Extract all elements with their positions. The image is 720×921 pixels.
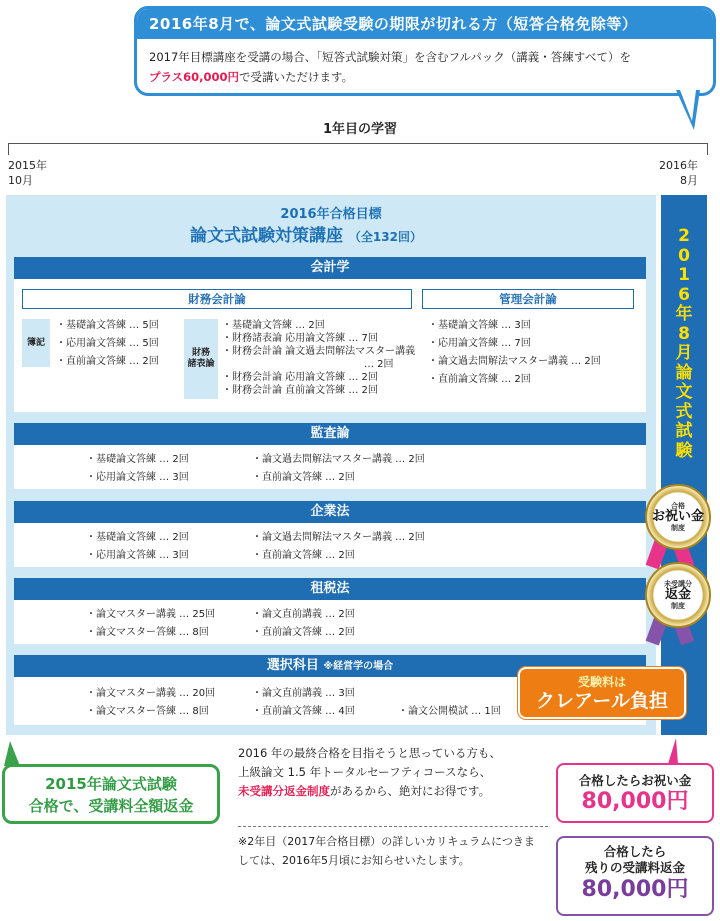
celebration-money-label: 合格したらお祝い金 xyxy=(578,773,692,788)
promo-line2: 上級論文 1.5 年トータルセーフティコースなら、 xyxy=(238,765,492,779)
list-item: ・基礎論文答練 … 5回 xyxy=(56,320,159,331)
management-accounting-title: 管理会計論 xyxy=(422,289,634,309)
celebration-money-box xyxy=(556,763,714,823)
list-item: ・直前論文答練 … 2回 xyxy=(56,356,159,367)
side-char: 月 xyxy=(675,343,693,363)
timeline-end-date xyxy=(650,158,698,188)
list-item: ・論文直前講義 … 3回 xyxy=(252,688,355,699)
list-item: ・財務会計論 論文過去問解法マスター講義 xyxy=(222,346,416,357)
timeline-start-month: 10月 xyxy=(8,174,33,187)
side-char: 式 xyxy=(675,401,693,422)
timeline-line xyxy=(8,143,708,144)
exam-date-text xyxy=(661,227,707,461)
list-item: ・論文過去問解法マスター講義 … 2回 xyxy=(252,532,425,543)
financial-statements-tag xyxy=(184,319,218,399)
course-count: （全132回） xyxy=(348,230,422,244)
exam-fee-line2: クレアール負担 xyxy=(535,690,669,712)
promo-text xyxy=(238,744,548,801)
list-item: ・論文直前講義 … 2回 xyxy=(252,609,355,620)
expiry-callout-line2: で受講いただけます。 xyxy=(239,70,354,84)
list-item: ・応用論文答練 … 3回 xyxy=(86,550,189,561)
course-name: 論文式試験対策講座 xyxy=(190,226,343,246)
promo-line1: 2016 年の最終合格を目指そうと思っている方も、 xyxy=(238,746,501,760)
expiry-callout-body xyxy=(137,39,713,87)
timeline-start-tick xyxy=(8,143,9,155)
side-char: 論 xyxy=(675,362,693,383)
exam-fee-box xyxy=(518,667,686,719)
expiry-callout-line1: 2017年目標講座を受講の場合、「短答式試験対策」を含むフルパック（講義・答練すべて）を xyxy=(149,50,632,64)
tax-law-title: 租税法 xyxy=(14,578,646,600)
list-item: ・財務会計論 直前論文答練 … 2回 xyxy=(222,385,378,396)
pink-tail xyxy=(668,738,678,764)
list-item: ・応用論文答練 … 3回 xyxy=(86,472,189,483)
corporate-law-section xyxy=(14,501,646,567)
list-item: ・論文公開模試 … 1回 xyxy=(398,706,501,717)
list-item: ・基礎論文答練 … 2回 xyxy=(222,320,325,331)
badge-small-top: 未受講分 xyxy=(664,580,692,588)
refund-badge xyxy=(645,562,711,628)
curriculum-note: ※2年目（2017年合格目標）の詳しいカリキュラムにつきましては、2016年5月頃にお知らせいたします。 xyxy=(238,835,535,867)
badge-big: 返金 xyxy=(664,587,691,602)
list-item: ・直前論文答練 … 4回 xyxy=(252,706,355,717)
list-item: ・直前論文答練 … 2回 xyxy=(252,550,355,561)
list-item: ・論文過去問解法マスター講義 … 2回 xyxy=(428,356,601,367)
accounting-title: 会計学 xyxy=(14,257,646,279)
financial-accounting-title: 財務会計論 xyxy=(22,289,412,309)
badge-small-bottom: 制度 xyxy=(671,602,685,610)
side-char: 6 xyxy=(678,284,690,305)
timeline-end-year: 2016年 xyxy=(659,159,698,172)
expiry-callout xyxy=(134,6,716,96)
list-item: ・基礎論文答練 … 2回 xyxy=(86,454,189,465)
list-item: ・応用論文答練 … 5回 xyxy=(56,338,159,349)
side-char: 験 xyxy=(675,440,693,461)
callout-tail-inner xyxy=(680,90,696,121)
list-item: … 2回 xyxy=(364,359,394,370)
celebration-badge xyxy=(645,484,711,550)
badge-small-bottom: 制度 xyxy=(671,524,685,532)
financial-statements-tag-line1: 財務 xyxy=(191,348,210,358)
elective-title: 選択科目 xyxy=(266,658,319,673)
accounting-section xyxy=(14,257,646,412)
expiry-callout-title: 2016年8月で、論文式試験受験の期限が切れる方（短答合格免除等） xyxy=(137,9,713,39)
list-item: ・直前論文答練 … 2回 xyxy=(252,472,355,483)
timeline-end-tick xyxy=(707,143,708,155)
list-item: ・論文マスター講義 … 20回 xyxy=(86,688,216,699)
promo-highlight: 未受講分返金制度 xyxy=(238,784,330,798)
full-refund-line2: 合格で、受講料全額返金 xyxy=(28,797,194,815)
list-item: ・財務諸表論 応用論文答練 … 7回 xyxy=(222,333,378,344)
course-panel xyxy=(6,195,656,735)
tuition-refund-line1: 合格したら xyxy=(603,844,667,859)
exam-date-column xyxy=(661,195,707,735)
full-refund-box xyxy=(2,764,220,824)
tuition-refund-box xyxy=(556,836,714,916)
promo-line3-rest: があるから、絶対にお得です。 xyxy=(330,784,491,798)
side-char: 1 xyxy=(678,265,690,285)
audit-section xyxy=(14,423,646,489)
list-item: ・直前論文答練 … 2回 xyxy=(428,374,531,385)
tuition-refund-amount: 80,000円 xyxy=(581,877,689,902)
bookkeeping-tag: 簿記 xyxy=(22,319,50,367)
list-item: ・論文マスター答練 … 8回 xyxy=(86,627,209,638)
side-char: 年 xyxy=(675,304,693,324)
side-char: 試 xyxy=(675,421,693,441)
exam-fee-line1: 受験料は xyxy=(577,675,626,689)
timeline-end-month: 8月 xyxy=(680,174,698,187)
audit-title: 監査論 xyxy=(14,423,646,445)
timeline-label: 1年目の学習 xyxy=(322,122,398,137)
refund-tail xyxy=(4,741,20,766)
full-refund-line1: 2015年論文式試験 xyxy=(45,775,177,793)
financial-statements-tag-line2: 諸表論 xyxy=(187,359,215,369)
celebration-money-amount: 80,000円 xyxy=(581,789,689,814)
divider xyxy=(238,826,548,827)
tax-law-section xyxy=(14,578,646,644)
list-item: ・直前論文答練 … 2回 xyxy=(252,627,355,638)
course-title xyxy=(6,221,606,246)
timeline-start-date xyxy=(8,158,47,188)
side-char: 8 xyxy=(678,323,690,344)
tuition-refund-line2: 残りの受講料返金 xyxy=(584,860,685,875)
list-item: ・論文過去問解法マスター講義 … 2回 xyxy=(252,454,425,465)
course-target: 2016年合格目標 xyxy=(280,207,382,222)
list-item: ・基礎論文答練 … 2回 xyxy=(86,532,189,543)
side-char: 文 xyxy=(675,382,693,402)
badge-small-top: 合格 xyxy=(671,502,685,510)
timeline-start-year: 2015年 xyxy=(8,159,47,172)
side-char: 2 xyxy=(678,226,690,246)
promo-line3 xyxy=(238,782,548,801)
expiry-callout-price: プラス60,000円 xyxy=(149,70,240,84)
list-item: ・応用論文答練 … 7回 xyxy=(428,338,531,349)
list-item: ・基礎論文答練 … 3回 xyxy=(428,320,531,331)
side-char: 0 xyxy=(678,245,690,266)
list-item: ・財務会計論 応用論文答練 … 2回 xyxy=(222,372,378,383)
corporate-law-title: 企業法 xyxy=(14,501,646,523)
elective-note: ※経営学の場合 xyxy=(323,661,394,672)
list-item: ・論文マスター答練 … 8回 xyxy=(86,706,209,717)
badge-big: お祝い金 xyxy=(651,509,704,524)
list-item: ・論文マスター講義 … 25回 xyxy=(86,609,216,620)
